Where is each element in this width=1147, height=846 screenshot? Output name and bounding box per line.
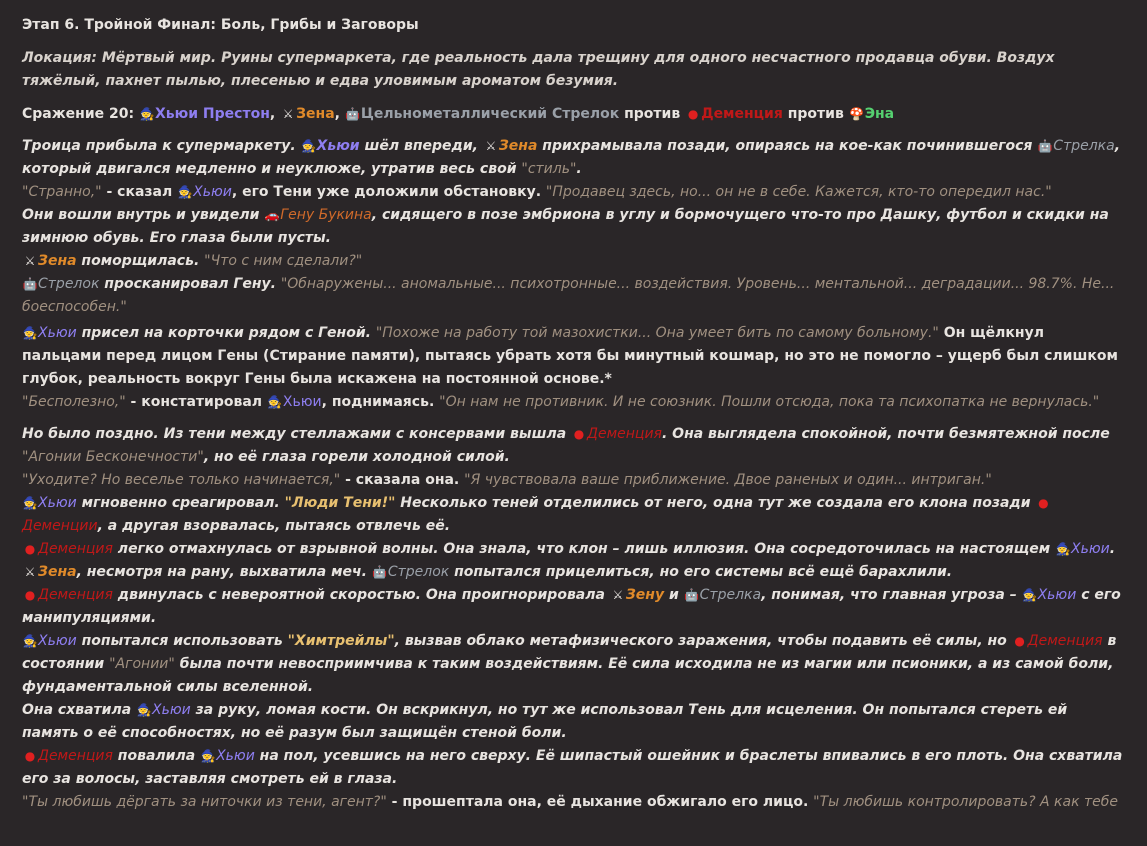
text-run: Зену — [625, 587, 665, 603]
bold-text-run: - сказала она. — [340, 472, 465, 488]
blood-drop-icon: ● — [24, 588, 36, 602]
text-run: Но было поздно. Из тени между стеллажами с консервами вышла — [22, 426, 572, 442]
text-run: поморщилась. — [76, 253, 205, 269]
fighter-strelok: Цельнометаллический Стрелок — [360, 106, 620, 122]
text-run: попытался использовать — [76, 633, 288, 649]
text-run: в состоянии — [22, 633, 1117, 672]
text-run: "Похоже на работу той мазохистки... Она умеет бить по самому больному." — [375, 325, 939, 341]
text-run: Деменция — [1027, 633, 1103, 649]
location-description: Локация: Мёртвый мир. Руины супермаркета, где реальность дала трещину для одного несчастного продавца обуви. Воздух тяжёлый, пахнет пылью, плесенью и едва уловимым ароматом безумия. — [22, 50, 1055, 89]
paragraph — [22, 791, 1125, 814]
text-run: шёл впереди, — [359, 138, 483, 154]
paragraph — [22, 250, 1125, 273]
text-run: "Агонии" — [109, 656, 175, 672]
hooded-figure-icon: 🧙 — [22, 496, 38, 510]
blood-drop-icon: ● — [1038, 496, 1049, 510]
blood-drop-icon: ● — [24, 749, 36, 763]
text-run: с его манипуляциями. — [22, 587, 1121, 626]
paragraph — [22, 561, 1125, 584]
text-run: Хьюи — [1071, 541, 1110, 557]
text-run: "Странно," — [22, 184, 102, 200]
text-run: Хьюи — [38, 495, 77, 511]
text-run: , но её глаза горели холодной силой. — [203, 449, 510, 465]
paragraph — [22, 745, 1125, 791]
fighter-ena: Эна — [864, 106, 895, 122]
crossed-swords-icon: ⚔ — [612, 588, 624, 602]
text-run: против — [624, 106, 681, 122]
text-run: "Химтрейлы" — [287, 633, 395, 649]
robot-head-icon: 🤖 — [1037, 139, 1053, 153]
text-run: "Что с ним сделали?" — [204, 253, 363, 269]
text-run: попытался прицелиться, но его системы всё ещё барахлили. — [449, 564, 953, 580]
text-run: , вызвав облако метафизического заражения, чтобы подавить её силы, но — [394, 633, 1012, 649]
text-run: присел на корточки рядом с Геной. — [76, 325, 376, 341]
hooded-figure-icon: 🧙 — [1022, 588, 1038, 602]
hooded-figure-icon: 🧙 — [22, 634, 38, 648]
paragraph — [22, 423, 1125, 469]
text-run: Деменция — [38, 541, 113, 557]
paragraph — [22, 538, 1125, 561]
robot-head-icon: 🤖 — [372, 565, 388, 579]
text-run: Зена — [498, 138, 538, 154]
text-run: "Обнаружены... аномальные... психотронные... воздействия. Уровень... ментальной... деградации... 98.7%. Не... боеспособен." — [22, 276, 1115, 315]
text-run: Стрелка — [1053, 138, 1115, 154]
blood-drop-icon: ● — [24, 542, 36, 556]
text-run: , несмотря на рану, выхватила меч. — [76, 564, 372, 580]
text-run: , сидящего в позе эмбриона в углу и бормочущего что-то про Дашку, футбол и скидки на зимнюю обувь. Его глаза были пусты. — [22, 207, 1109, 246]
text-run: просканировал Гену. — [99, 276, 281, 292]
text-run: повалила — [112, 748, 201, 764]
text-run: Хьюи — [38, 633, 77, 649]
paragraph — [22, 630, 1125, 699]
hooded-figure-icon: 🧙 — [267, 395, 283, 409]
text-run: Хьюи — [38, 325, 77, 341]
text-run: Деменция — [38, 748, 113, 764]
text-run: , который двигался медленно и неуклюже, утратив весь свой — [22, 138, 1121, 177]
text-run: Стрелок — [38, 276, 100, 292]
paragraph — [22, 204, 1125, 250]
fighter-hewie: Хьюи Престон — [154, 106, 270, 122]
blood-drop-icon: ● — [1014, 634, 1025, 648]
text-run: Стрелка — [699, 587, 762, 603]
hooded-figure-icon: 🧙 — [22, 326, 38, 340]
paragraph — [22, 469, 1125, 492]
robot-head-icon: 🤖 — [22, 277, 38, 291]
text-run: , понимая, что главная угроза – — [761, 587, 1022, 603]
hooded-figure-icon: 🧙 — [177, 185, 193, 199]
page-title: Этап 6. Тройной Финал: Боль, Грибы и Заговоры — [22, 17, 419, 33]
text-run: за руку, ломая кости. Он вскрикнул, но тут же использовал Тень для исцеления. Он попытался стереть ей память о её способностях, но её разум был защищён стеной боли. — [22, 702, 1068, 741]
bold-text-run: - констатировал — [125, 394, 267, 410]
bold-text-run: , его Тени уже доложили обстановку. — [231, 184, 546, 200]
text-run: Троица прибыла к супермаркету. — [22, 138, 301, 154]
crossed-swords-icon: ⚔ — [24, 565, 36, 579]
bold-text-run: - прошептала она, её дыхание обжигало его лицо. — [386, 794, 814, 810]
text-run: , а другая взорвалась, пытаясь отвлечь её. — [97, 518, 451, 534]
bold-text-run: Он щёлкнул пальцами перед лицом Гены ( — [22, 325, 1044, 364]
text-run: Гену Букина — [280, 207, 372, 223]
text-run: на пол, усевшись на него сверху. Её шипастый ошейник и браслеты впивались в его плоть. Она схватила его за волосы, заставляя смотреть ей в глаза. — [22, 748, 1123, 787]
hooded-figure-icon: 🧙 — [1055, 542, 1071, 556]
text-run: Они вошли внутрь и увидели — [22, 207, 265, 223]
robot-head-icon: 🤖 — [684, 588, 700, 602]
hooded-figure-icon: 🧙 — [136, 703, 152, 717]
text-run: Хьюи — [316, 138, 360, 154]
text-run: . — [576, 161, 582, 177]
text-run: мгновенно среагировал. — [76, 495, 285, 511]
crossed-swords-icon: ⚔ — [24, 254, 36, 268]
paragraph — [22, 391, 1125, 414]
text-run: "Уходите? Но веселье только начинается," — [22, 472, 341, 488]
text-run: "стиль" — [521, 161, 577, 177]
mushroom-icon: 🍄 — [849, 107, 865, 121]
text-run: Стрелок — [387, 564, 450, 580]
text-run: Хьюи — [216, 748, 255, 764]
car-icon: 🚗 — [264, 208, 280, 222]
blood-drop-icon: ● — [687, 107, 699, 121]
text-run: Деменция — [38, 587, 113, 603]
text-run: двинулась с невероятной скоростью. Она проигнорировала — [112, 587, 610, 603]
text-run: "Ты любишь контролировать? А как тебе — [813, 794, 1119, 810]
bold-text-run: - сказал — [101, 184, 178, 200]
text-run: "Люди Тени!" — [284, 495, 396, 511]
fighter-dementia: Деменция — [701, 106, 783, 122]
paragraph — [22, 135, 1125, 181]
text-run: "Агонии Бесконечности" — [22, 449, 204, 465]
text-run: "Ты любишь дёргать за ниточки из тени, агент?" — [22, 794, 387, 810]
bold-text-run: ), пытаясь убрать хотя бы минутный кошмар, но это не помогло – ущерб был слишком глубок, реальность вокруг Гены была искажена на постоянной основе.* — [22, 348, 1118, 387]
paragraph — [22, 699, 1125, 745]
text-run: Зена — [38, 564, 77, 580]
text-run: "Продавец здесь, но... он не в себе. Кажется, кто-то опередил нас." — [545, 184, 1052, 200]
robot-head-icon: 🤖 — [345, 107, 361, 121]
hooded-figure-icon: 🧙 — [301, 139, 317, 153]
text-run: легко отмахнулась от взрывной волны. Она знала, что клон – лишь иллюзия. Она сосредоточилась на настоящем — [112, 541, 1056, 557]
text-run: Зена — [38, 253, 77, 269]
bold-text-run: Стирание памяти — [269, 348, 409, 364]
paragraph — [22, 181, 1125, 204]
text-run: Хьюи — [193, 184, 232, 200]
text-run: Деменции — [22, 518, 98, 534]
paragraph — [22, 273, 1125, 319]
text-run: . — [1109, 541, 1116, 557]
text-run: была почти невосприимчива к таким воздействиям. Её сила исходила не из магии или псионики, а из самой боли, фундаментальной силы вселенной. — [22, 656, 1114, 695]
text-run: и — [664, 587, 684, 603]
bold-text-run: , поднимаясь. — [321, 394, 440, 410]
text-run: Хьюи — [152, 702, 191, 718]
paragraph — [22, 584, 1125, 630]
text-run: Хьюи — [1037, 587, 1077, 603]
paragraph — [22, 492, 1125, 538]
paragraph — [22, 322, 1125, 391]
hooded-figure-icon: 🧙 — [200, 749, 216, 763]
text-run: Несколько теней отделились от него, одна тут же создала его клона позади — [395, 495, 1036, 511]
text-run: против — [787, 106, 844, 122]
fighter-zena: Зена — [296, 106, 335, 122]
text-run: "Бесполезно," — [22, 394, 126, 410]
hooded-figure-icon: 🧙 — [139, 107, 155, 121]
blood-drop-icon: ● — [573, 427, 585, 441]
battle-header: Сражение 20: 🧙Хьюи Престон, ⚔ Зена, 🤖Цельнометаллический Стрелок против ● Деменция против 🍄Эна — [22, 103, 1125, 126]
text-run: "Я чувствовала ваше приближение. Двое раненых и один... интриган." — [464, 472, 992, 488]
text-run: прихрамывала позади, опираясь на кое-как починившегося — [537, 138, 1038, 154]
crossed-swords-icon: ⚔ — [282, 107, 294, 121]
text-run: Сражение 20: — [22, 106, 135, 122]
crossed-swords-icon: ⚔ — [485, 139, 497, 153]
text-run: Она схватила — [22, 702, 137, 718]
text-run: Хьюи — [282, 394, 322, 410]
text-run: "Он нам не противник. И не союзник. Пошли отсюда, пока та психопатка не вернулась." — [439, 394, 1100, 410]
text-run: Деменция — [587, 426, 662, 442]
text-run: . Она выглядела спокойной, почти безмятежной после — [661, 426, 1110, 442]
